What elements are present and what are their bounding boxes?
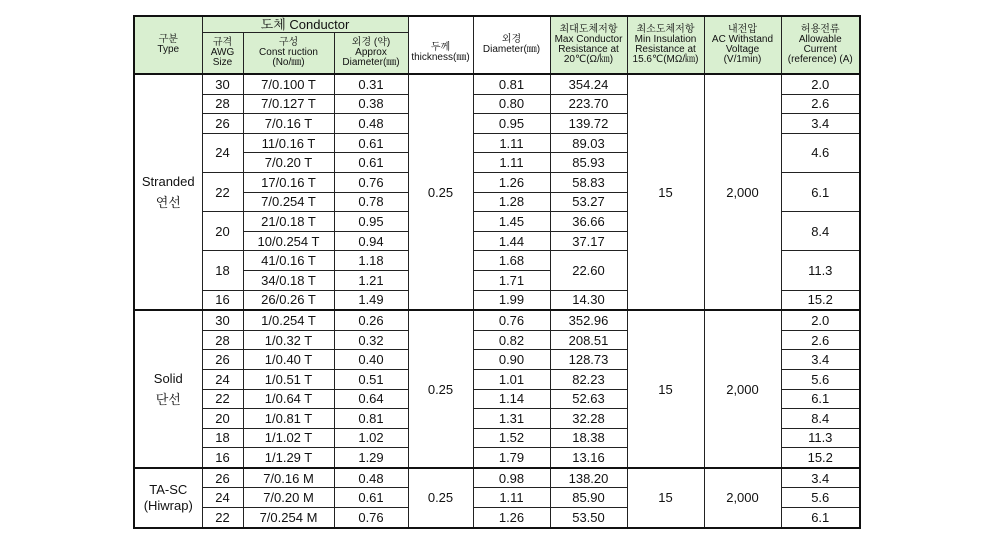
od-cell: 0.64 (334, 389, 408, 409)
group-tasc-ko: (Hiwrap) (143, 498, 193, 514)
construction-cell: 1/0.254 T (243, 310, 334, 330)
od-cell: 0.78 (334, 192, 408, 212)
group-solid (134, 310, 202, 468)
diameter-cell: 1.68 (473, 251, 550, 271)
current-ko: 허용전류 (800, 24, 840, 35)
current-cell: 15.2 (781, 290, 860, 310)
current-cell: 4.6 (781, 133, 860, 172)
spec-table (133, 15, 861, 529)
diameter-cell: 1.11 (473, 133, 550, 153)
resistance-cell: 32.28 (550, 409, 627, 429)
thickness-cell: 0.25 (408, 310, 473, 468)
dia-ko: 외경 (501, 34, 522, 45)
od-cell: 0.94 (334, 231, 408, 251)
current-cell: 11.3 (781, 251, 860, 290)
construction-cell: 1/0.81 T (243, 409, 334, 429)
current-cell: 2.6 (781, 330, 860, 350)
awg-cell: 22 (202, 389, 243, 409)
col-awg-header (202, 32, 243, 74)
current-cell: 2.0 (781, 74, 860, 94)
awg-cell: 30 (202, 74, 243, 94)
od-cell: 0.81 (334, 409, 408, 429)
col-min-insulation-header (627, 16, 704, 74)
current-cell: 6.1 (781, 508, 860, 528)
awg-cell: 16 (202, 290, 243, 310)
resistance-cell: 18.38 (550, 428, 627, 448)
resistance-cell: 85.93 (550, 153, 627, 173)
group-tasc (134, 468, 202, 528)
current-cell: 5.6 (781, 369, 860, 389)
awg-cell: 24 (202, 133, 243, 172)
diameter-cell: 1.45 (473, 212, 550, 232)
col-od-header (334, 32, 408, 74)
awg-cell: 18 (202, 428, 243, 448)
construction-cell: 1/0.51 T (243, 369, 334, 389)
current-cell: 8.4 (781, 409, 860, 429)
od-l2: Diameter(㎜) (342, 56, 400, 68)
ac-cell: 2,000 (704, 310, 781, 468)
construction-cell: 1/0.32 T (243, 330, 334, 350)
resistance-cell: 354.24 (550, 74, 627, 94)
od-cell: 0.48 (334, 114, 408, 134)
od-cell: 0.61 (334, 488, 408, 508)
resistance-cell: 128.73 (550, 350, 627, 370)
type-ko: 구분 (158, 34, 178, 45)
od-cell: 0.40 (334, 350, 408, 370)
diameter-cell: 1.11 (473, 488, 550, 508)
od-cell: 0.51 (334, 369, 408, 389)
diameter-cell: 1.71 (473, 270, 550, 290)
current-cell: 3.4 (781, 350, 860, 370)
ac-l3: (V/1min) (723, 54, 762, 65)
resistance-cell: 53.50 (550, 508, 627, 528)
resistance-cell: 208.51 (550, 330, 627, 350)
diameter-cell: 1.31 (473, 409, 550, 429)
awg-ko: 규격 (212, 36, 233, 48)
diameter-cell: 0.80 (473, 94, 550, 114)
construction-cell: 10/0.254 T (243, 231, 334, 251)
construction-cell: 7/0.254 M (243, 508, 334, 528)
col-current-header (781, 16, 860, 74)
table-header (134, 16, 860, 74)
diameter-cell: 1.52 (473, 428, 550, 448)
insulation-cell: 15 (627, 310, 704, 468)
od-cell: 1.29 (334, 448, 408, 468)
col-ac-withstand-header (704, 16, 781, 74)
awg-cell: 26 (202, 468, 243, 488)
construction-cell: 17/0.16 T (243, 172, 334, 192)
max-res-l1: Max Conductor (554, 34, 623, 45)
construction-cell: 34/0.18 T (243, 270, 334, 290)
od-cell: 0.48 (334, 468, 408, 488)
current-cell: 15.2 (781, 448, 860, 468)
current-l3: (reference) (A) (787, 54, 853, 65)
od-l1: Approx (355, 46, 387, 58)
current-l1: Allowable (798, 34, 842, 45)
thick-en: thickness(㎜) (411, 51, 470, 63)
tasc-body (134, 468, 860, 528)
construction-cell: 7/0.16 M (243, 468, 334, 488)
diameter-cell: 1.14 (473, 389, 550, 409)
awg-cell: 18 (202, 251, 243, 290)
resistance-cell: 85.90 (550, 488, 627, 508)
table-row (134, 310, 860, 330)
current-cell: 6.1 (781, 172, 860, 211)
diameter-cell: 0.98 (473, 468, 550, 488)
construction-cell: 1/0.64 T (243, 389, 334, 409)
min-ins-l3: 15.6℃(MΩ/㎞) (632, 54, 699, 65)
current-cell: 11.3 (781, 428, 860, 448)
min-ins-l2: Resistance at (635, 44, 696, 55)
od-cell: 0.31 (334, 74, 408, 94)
min-ins-l1: Min Insulation (634, 34, 697, 45)
construction-cell: 7/0.100 T (243, 74, 334, 94)
resistance-cell: 223.70 (550, 94, 627, 114)
cons-ko: 구성 (278, 36, 299, 48)
thickness-cell: 0.25 (408, 468, 473, 528)
group-solid-ko: 단선 (155, 392, 181, 407)
current-cell: 2.6 (781, 94, 860, 114)
group-solid-en: Solid (153, 371, 183, 386)
diameter-cell: 1.79 (473, 448, 550, 468)
diameter-cell: 1.01 (473, 369, 550, 389)
resistance-cell: 58.83 (550, 172, 627, 192)
awg-cell: 28 (202, 94, 243, 114)
col-diameter-header (473, 16, 550, 74)
construction-cell: 7/0.127 T (243, 94, 334, 114)
col-max-resistance-header (550, 16, 627, 74)
group-stranded (134, 74, 202, 310)
construction-cell: 7/0.20 T (243, 153, 334, 173)
awg-cell: 26 (202, 114, 243, 134)
resistance-cell: 138.20 (550, 468, 627, 488)
type-en: Type (157, 44, 180, 55)
current-cell: 2.0 (781, 310, 860, 330)
resistance-cell: 52.63 (550, 389, 627, 409)
resistance-cell: 13.16 (550, 448, 627, 468)
cons-l1: Const ruction (259, 46, 318, 58)
solid-body (134, 310, 860, 468)
diameter-cell: 1.11 (473, 153, 550, 173)
conductor-header: 도체 Conductor (202, 16, 408, 32)
group-tasc-en: TA-SC (149, 482, 188, 498)
insulation-cell: 15 (627, 468, 704, 528)
awg-cell: 22 (202, 172, 243, 211)
od-cell: 0.61 (334, 133, 408, 153)
construction-cell: 11/0.16 T (243, 133, 334, 153)
awg-cell: 22 (202, 508, 243, 528)
diameter-cell: 1.26 (473, 172, 550, 192)
current-cell: 8.4 (781, 212, 860, 251)
ac-l2: Voltage (725, 44, 760, 55)
group-stranded-ko: 연선 (155, 195, 181, 211)
group-stranded-en: Stranded (141, 174, 195, 190)
awg-cell: 26 (202, 350, 243, 370)
min-ins-ko: 최소도체저항 (636, 24, 695, 35)
stranded-body (134, 74, 860, 310)
awg-cell: 24 (202, 488, 243, 508)
construction-cell: 7/0.20 M (243, 488, 334, 508)
od-ko: 외경 (약) (351, 36, 391, 48)
construction-cell: 1/0.40 T (243, 350, 334, 370)
od-cell: 0.32 (334, 330, 408, 350)
awg-cell: 28 (202, 330, 243, 350)
od-cell: 0.61 (334, 153, 408, 173)
od-cell: 0.76 (334, 172, 408, 192)
thick-ko: 두께 (430, 41, 451, 53)
construction-cell: 26/0.26 T (243, 290, 334, 310)
current-cell: 3.4 (781, 468, 860, 488)
construction-cell: 1/1.02 T (243, 428, 334, 448)
insulation-cell: 15 (627, 74, 704, 310)
od-cell: 0.38 (334, 94, 408, 114)
ac-ko: 내전압 (728, 24, 757, 35)
resistance-cell: 139.72 (550, 114, 627, 134)
current-cell: 3.4 (781, 114, 860, 134)
cons-l2: (No/㎜) (272, 56, 305, 68)
ac-cell: 2,000 (704, 468, 781, 528)
diameter-cell: 1.28 (473, 192, 550, 212)
od-cell: 0.26 (334, 310, 408, 330)
awg-cell: 30 (202, 310, 243, 330)
diameter-cell: 0.90 (473, 350, 550, 370)
od-cell: 1.02 (334, 428, 408, 448)
construction-cell: 1/1.29 T (243, 448, 334, 468)
thickness-cell: 0.25 (408, 74, 473, 310)
diameter-cell: 0.76 (473, 310, 550, 330)
construction-cell: 41/0.16 T (243, 251, 334, 271)
blank-header (408, 16, 473, 32)
resistance-cell: 22.60 (550, 251, 627, 290)
current-l2: Current (803, 44, 837, 55)
od-cell: 1.18 (334, 251, 408, 271)
ac-cell: 2,000 (704, 74, 781, 310)
awg-l1: AWG (210, 46, 235, 58)
diameter-cell: 1.99 (473, 290, 550, 310)
diameter-cell: 0.81 (473, 74, 550, 94)
col-construction-header (243, 32, 334, 74)
current-cell: 5.6 (781, 488, 860, 508)
diameter-cell: 0.95 (473, 114, 550, 134)
col-type-header (134, 16, 202, 74)
construction-cell: 7/0.254 T (243, 192, 334, 212)
current-cell: 6.1 (781, 389, 860, 409)
resistance-cell: 14.30 (550, 290, 627, 310)
awg-cell: 20 (202, 409, 243, 429)
resistance-cell: 82.23 (550, 369, 627, 389)
max-res-l2: Resistance at (558, 44, 619, 55)
od-cell: 0.95 (334, 212, 408, 232)
construction-cell: 21/0.18 T (243, 212, 334, 232)
od-cell: 0.76 (334, 508, 408, 528)
resistance-cell: 37.17 (550, 231, 627, 251)
awg-cell: 24 (202, 369, 243, 389)
construction-cell: 7/0.16 T (243, 114, 334, 134)
diameter-cell: 1.26 (473, 508, 550, 528)
awg-l2: Size (212, 56, 233, 68)
table-row (134, 74, 860, 94)
resistance-cell: 352.96 (550, 310, 627, 330)
dia-en: Diameter(㎜) (482, 44, 541, 55)
table-row (134, 468, 860, 488)
od-cell: 1.21 (334, 270, 408, 290)
resistance-cell: 89.03 (550, 133, 627, 153)
diameter-cell: 1.44 (473, 231, 550, 251)
od-cell: 1.49 (334, 290, 408, 310)
ac-l1: AC Withstand (711, 34, 774, 45)
resistance-cell: 53.27 (550, 192, 627, 212)
max-res-ko: 최대도체저항 (559, 24, 618, 35)
awg-cell: 20 (202, 212, 243, 251)
col-thickness-header (408, 32, 473, 74)
max-res-l3: 20℃(Ω/㎞) (563, 54, 614, 65)
diameter-cell: 0.82 (473, 330, 550, 350)
awg-cell: 16 (202, 448, 243, 468)
resistance-cell: 36.66 (550, 212, 627, 232)
